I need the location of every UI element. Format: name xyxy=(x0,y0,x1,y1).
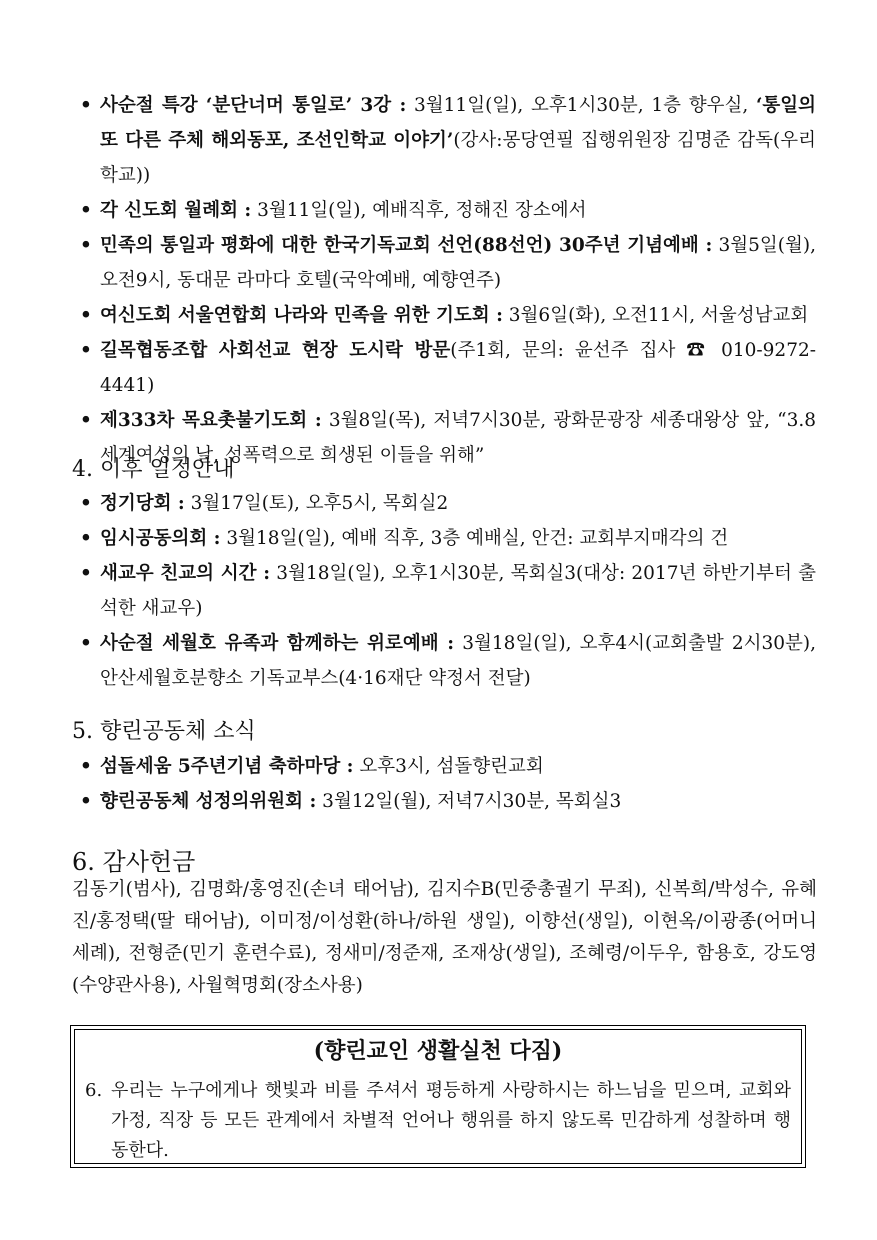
bullet-icon: • xyxy=(80,95,92,116)
offering-list: 김동기(범사), 김명화/홍영진(손녀 태어남), 김지수B(민중총궐기 무죄), 신복희/박성수, 유혜진/홍정택(딸 태어남), 이미정/이성환(하나/하원 생일), 이향선(생일), 이현옥/이광종(어머니 세례), 전형준(민기 훈련수료), 정새미/정준재, 조재상(생일), 조혜령/이두우, 함용호, 강도영(수양관사용), 사월혁명회(장소사용) xyxy=(72,879,817,996)
list-item: • 길목협동조합 사회선교 현장 도시락 방문(주1회, 문의: 윤선주 집사 ☎ 010-9272-4441) xyxy=(78,333,816,403)
pledge-body xyxy=(85,1076,791,1166)
bullet-icon: • xyxy=(80,528,92,549)
pledge-box xyxy=(70,1025,806,1168)
bullet-icon: • xyxy=(80,756,92,777)
pledge-title: (향린교인 생활실천 다짐) xyxy=(313,1038,563,1064)
bullet-icon: • xyxy=(80,791,92,812)
bullet-icon: • xyxy=(80,235,92,256)
list-item: • 임시공동의회 : 3월18일(일), 예배 직후, 3층 예배실, 안건: 교회부지매각의 건 xyxy=(78,521,816,556)
list-item: • 사순절 특강 ‘분단너머 통일로’ 3강 : 3월11일(일), 오후1시30분, 1층 향우실, ‘통일의 또 다른 주체 해외동포, 조선인학교 이야기’(강사:몽당연필 집행위원장 김명준 감독(우리학교)) xyxy=(78,88,816,193)
section6-heading: 6. 감사헌금 xyxy=(72,848,196,876)
list-item: • 섬돌세움 5주년기념 축하마당 : 오후3시, 섬돌향린교회 xyxy=(78,749,816,784)
list-item: • 사순절 세월호 유족과 함께하는 위로예배 : 3월18일(일), 오후4시(교회출발 2시30분), 안산세월호분향소 기독교부스(4·16재단 약정서 전달) xyxy=(78,626,816,696)
pledge-number: 6. xyxy=(85,1080,103,1101)
bullet-icon: • xyxy=(80,563,92,584)
bullet-icon: • xyxy=(80,410,92,431)
list-item: • 정기당회 : 3월17일(토), 오후5시, 목회실2 xyxy=(78,486,816,521)
bullet-icon: • xyxy=(80,200,92,221)
list-item: • 민족의 통일과 평화에 대한 한국기독교회 선언(88선언) 30주년 기념예배 : 3월5일(월), 오전9시, 동대문 라마다 호텔(국악예배, 예향연주) xyxy=(78,228,816,298)
list-item: • 향린공동체 성정의위원회 : 3월12일(월), 저녁7시30분, 목회실3 xyxy=(78,784,816,819)
list-item: • 각 신도회 월례회 : 3월11일(일), 예배직후, 정해진 장소에서 xyxy=(78,193,816,228)
list-item: • 새교우 친교의 시간 : 3월18일(일), 오후1시30분, 목회실3(대상: 2017년 하반기부터 출석한 새교우) xyxy=(78,556,816,626)
section4-heading: 4. 이후 일정안내 xyxy=(72,457,235,482)
bullet-icon: • xyxy=(80,493,92,514)
list-item: • 여신도회 서울연합회 나라와 민족을 위한 기도회 : 3월6일(화), 오전11시, 서울성남교회 xyxy=(78,298,816,333)
bullet-icon: • xyxy=(80,340,92,361)
section5-list xyxy=(78,749,816,819)
bullet-icon: • xyxy=(80,633,92,654)
list-item: • 제333차 목요촛불기도회 : 3월8일(목), 저녁7시30분, 광화문광장 세종대왕상 앞, “3.8 세계여성의 날, 성폭력으로 희생된 이들을 위해” xyxy=(78,403,816,473)
section4-list xyxy=(78,486,816,696)
pledge-text: 우리는 누구에게나 햇빛과 비를 주셔서 평등하게 사랑하시는 하느님을 믿으며, 교회와 가정, 직장 등 모든 관계에서 차별적 언어나 행위를 하지 않도록 민감하게 성찰하며 행동한다. xyxy=(111,1080,791,1161)
bullet-icon: • xyxy=(80,305,92,326)
section3-list xyxy=(78,88,816,473)
section5-heading: 5. 향린공동체 소식 xyxy=(72,719,256,744)
